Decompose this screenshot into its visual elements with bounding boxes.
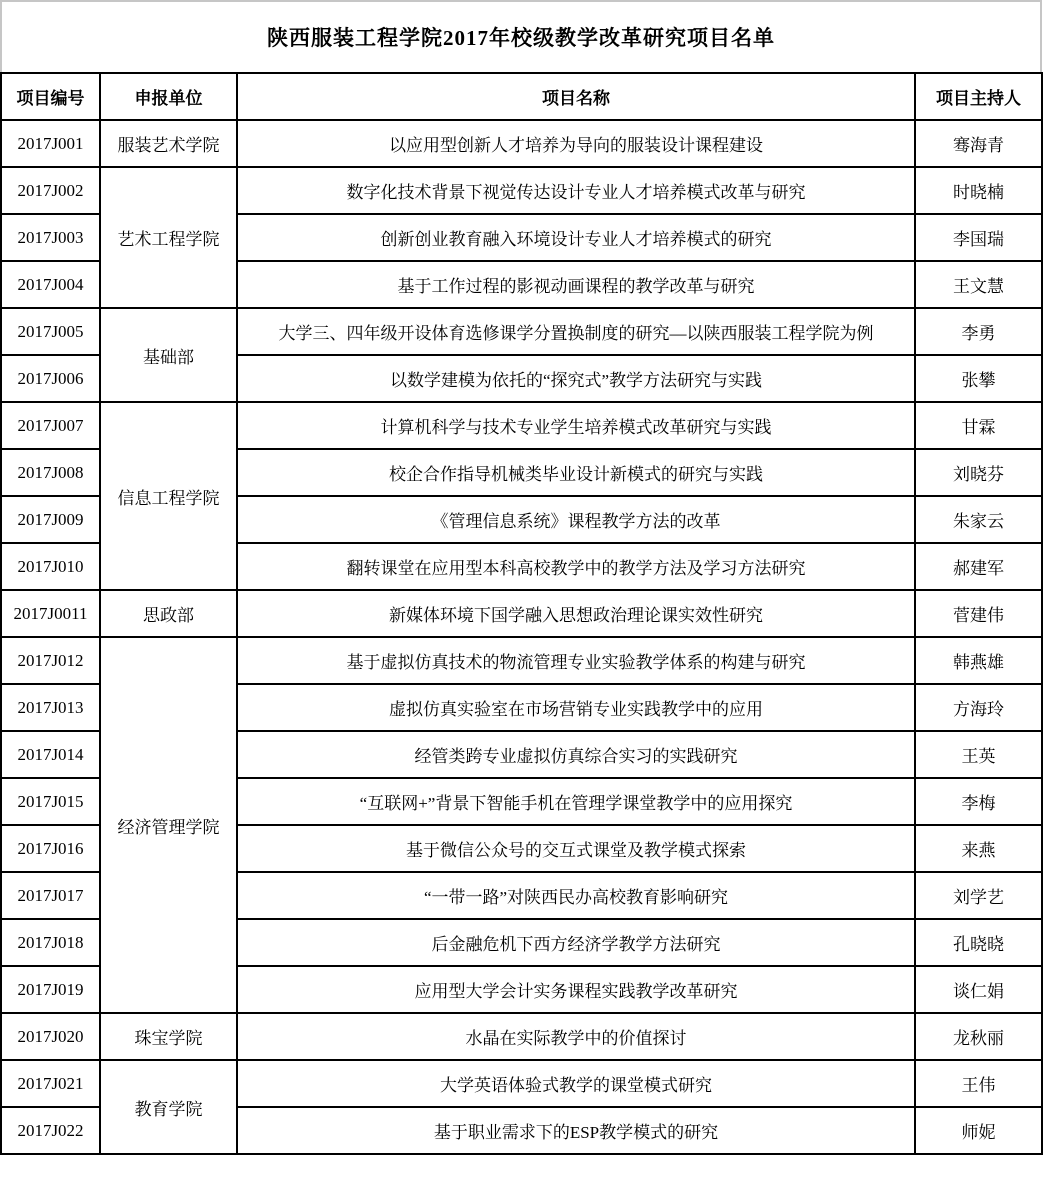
- project-id-cell: 2017J022: [1, 1107, 100, 1154]
- leader-cell: 朱家云: [915, 496, 1042, 543]
- project-name-cell: 计算机科学与技术专业学生培养模式改革研究与实践: [237, 402, 915, 449]
- project-name-cell: 《管理信息系统》课程教学方法的改革: [237, 496, 915, 543]
- project-name-cell: 大学英语体验式教学的课堂模式研究: [237, 1060, 915, 1107]
- unit-cell: 教育学院: [100, 1060, 237, 1154]
- project-id-cell: 2017J007: [1, 402, 100, 449]
- leader-cell: 韩燕雄: [915, 637, 1042, 684]
- leader-cell: 菅建伟: [915, 590, 1042, 637]
- col-header-leader: 项目主持人: [915, 73, 1042, 120]
- project-id-cell: 2017J006: [1, 355, 100, 402]
- project-id-cell: 2017J021: [1, 1060, 100, 1107]
- table-row: [1, 1013, 1042, 1060]
- table-row: [1, 1060, 1042, 1107]
- unit-cell: 思政部: [100, 590, 237, 637]
- unit-cell: 基础部: [100, 308, 237, 402]
- table-row: [1, 637, 1042, 684]
- project-name-cell: 基于职业需求下的ESP教学模式的研究: [237, 1107, 915, 1154]
- leader-cell: 李勇: [915, 308, 1042, 355]
- table-row: [1, 120, 1042, 167]
- project-id-cell: 2017J013: [1, 684, 100, 731]
- project-name-cell: 基于微信公众号的交互式课堂及教学模式探索: [237, 825, 915, 872]
- leader-cell: 时晓楠: [915, 167, 1042, 214]
- col-header-unit: 申报单位: [100, 73, 237, 120]
- project-name-cell: 虚拟仿真实验室在市场营销专业实践教学中的应用: [237, 684, 915, 731]
- project-name-cell: 以应用型创新人才培养为导向的服装设计课程建设: [237, 120, 915, 167]
- project-id-cell: 2017J003: [1, 214, 100, 261]
- project-name-cell: 后金融危机下西方经济学教学方法研究: [237, 919, 915, 966]
- leader-cell: 谈仁娟: [915, 966, 1042, 1013]
- project-name-cell: 新媒体环境下国学融入思想政治理论课实效性研究: [237, 590, 915, 637]
- project-name-cell: 经管类跨专业虚拟仿真综合实习的实践研究: [237, 731, 915, 778]
- col-header-project-name: 项目名称: [237, 73, 915, 120]
- project-id-cell: 2017J015: [1, 778, 100, 825]
- project-id-cell: 2017J004: [1, 261, 100, 308]
- project-id-cell: 2017J0011: [1, 590, 100, 637]
- leader-cell: 刘学艺: [915, 872, 1042, 919]
- project-name-cell: 翻转课堂在应用型本科高校教学中的教学方法及学习方法研究: [237, 543, 915, 590]
- leader-cell: 孔晓晓: [915, 919, 1042, 966]
- project-name-cell: 水晶在实际教学中的价值探讨: [237, 1013, 915, 1060]
- leader-cell: 王文慧: [915, 261, 1042, 308]
- project-name-cell: 基于虚拟仿真技术的物流管理专业实验教学体系的构建与研究: [237, 637, 915, 684]
- project-name-cell: 基于工作过程的影视动画课程的教学改革与研究: [237, 261, 915, 308]
- table-row: [1, 590, 1042, 637]
- leader-cell: 来燕: [915, 825, 1042, 872]
- leader-cell: 方海玲: [915, 684, 1042, 731]
- unit-cell: 服装艺术学院: [100, 120, 237, 167]
- leader-cell: 王英: [915, 731, 1042, 778]
- project-id-cell: 2017J010: [1, 543, 100, 590]
- leader-cell: 李国瑞: [915, 214, 1042, 261]
- leader-cell: 李梅: [915, 778, 1042, 825]
- unit-cell: 艺术工程学院: [100, 167, 237, 308]
- project-name-cell: 创新创业教育融入环境设计专业人才培养模式的研究: [237, 214, 915, 261]
- project-id-cell: 2017J012: [1, 637, 100, 684]
- table-row: [1, 167, 1042, 214]
- project-id-cell: 2017J017: [1, 872, 100, 919]
- leader-cell: 王伟: [915, 1060, 1042, 1107]
- col-header-project-id: 项目编号: [1, 73, 100, 120]
- project-name-cell: “互联网+”背景下智能手机在管理学课堂教学中的应用探究: [237, 778, 915, 825]
- table-row: [1, 308, 1042, 355]
- header-row: [1, 73, 1042, 120]
- unit-cell: 经济管理学院: [100, 637, 237, 1013]
- unit-cell: 信息工程学院: [100, 402, 237, 590]
- project-name-cell: 校企合作指导机械类毕业设计新模式的研究与实践: [237, 449, 915, 496]
- table-title-box: [0, 0, 1042, 72]
- project-name-cell: 应用型大学会计实务课程实践教学改革研究: [237, 966, 915, 1013]
- project-id-cell: 2017J005: [1, 308, 100, 355]
- table-row: [1, 402, 1042, 449]
- project-name-cell: “一带一路”对陕西民办高校教育影响研究: [237, 872, 915, 919]
- projects-table: [0, 72, 1043, 1155]
- leader-cell: 师妮: [915, 1107, 1042, 1154]
- project-id-cell: 2017J020: [1, 1013, 100, 1060]
- project-id-cell: 2017J009: [1, 496, 100, 543]
- project-id-cell: 2017J001: [1, 120, 100, 167]
- page-title: 陕西服装工程学院2017年校级教学改革研究项目名单: [267, 26, 775, 50]
- unit-cell: 珠宝学院: [100, 1013, 237, 1060]
- leader-cell: 张攀: [915, 355, 1042, 402]
- leader-cell: 刘晓芬: [915, 449, 1042, 496]
- leader-cell: 骞海青: [915, 120, 1042, 167]
- project-name-cell: 数字化技术背景下视觉传达设计专业人才培养模式改革与研究: [237, 167, 915, 214]
- leader-cell: 郝建军: [915, 543, 1042, 590]
- leader-cell: 龙秋丽: [915, 1013, 1042, 1060]
- project-id-cell: 2017J016: [1, 825, 100, 872]
- project-id-cell: 2017J018: [1, 919, 100, 966]
- leader-cell: 甘霖: [915, 402, 1042, 449]
- project-name-cell: 以数学建模为依托的“探究式”教学方法研究与实践: [237, 355, 915, 402]
- project-id-cell: 2017J014: [1, 731, 100, 778]
- project-id-cell: 2017J002: [1, 167, 100, 214]
- project-name-cell: 大学三、四年级开设体育选修课学分置换制度的研究—以陕西服装工程学院为例: [237, 308, 915, 355]
- project-id-cell: 2017J008: [1, 449, 100, 496]
- project-id-cell: 2017J019: [1, 966, 100, 1013]
